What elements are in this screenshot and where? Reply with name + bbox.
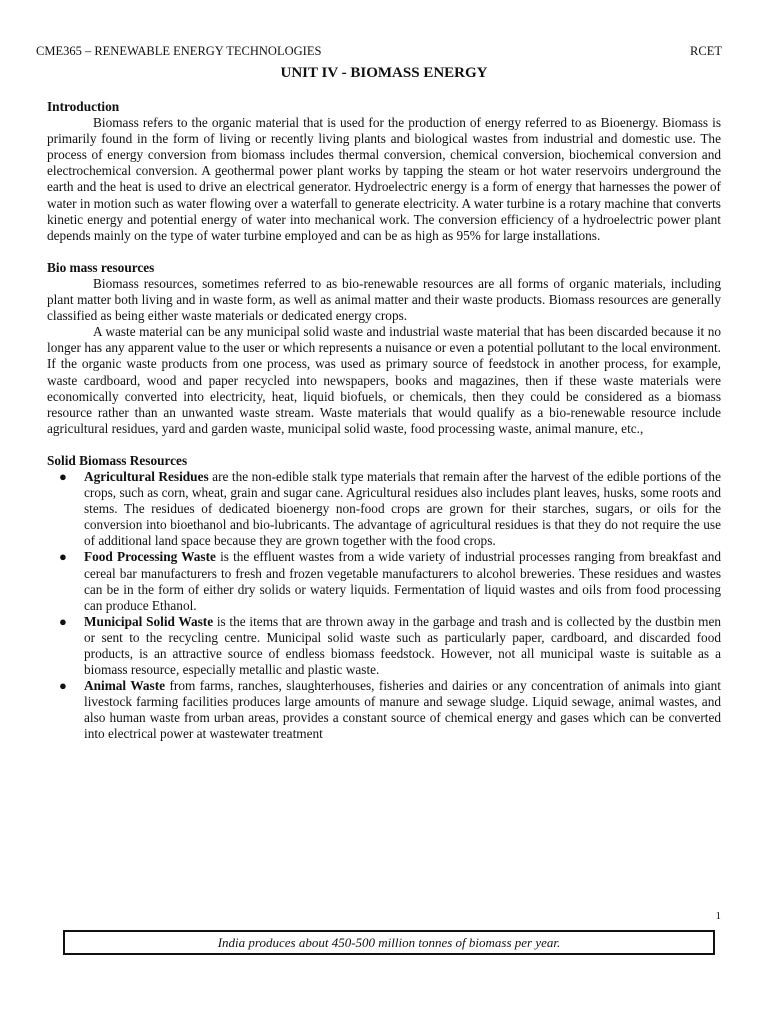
biomass-resources-heading: Bio mass resources [47, 259, 155, 275]
introduction-paragraph: Biomass refers to the organic material that is used for the production of energy referred to as Bioenergy. Biomass is primarily found in the form of living or recently living plants and biological wastes from industrial and domestic use. The process of energy conversion from biomass includes thermal conversion, chemical conversion, biochemical conversion and electrochemical conversion. A geothermal power plant works by tapping the steam or hot water reservoirs underground the earth and the heat is used to drive an electrical generator. Hydroelectric energy is a form of energy that harnesses the power of water in motion such as water flowing over a waterfall to generate electricity. A water turbine is a rotary machine that converts kinetic energy and potential energy of water into mechanical work. The conversion efficiency of a hydroelectric power plant depends mainly on the type of water turbine employed and can be as high as 95% for large installations. [47, 115, 721, 243]
biomass-resources-paragraph-1: Biomass resources, sometimes referred to as bio-renewable resources are all forms of organic materials, including plant matter both living and in waste form, as well as animal matter and their waste products. Biomass resources are generally classified as being either waste materials or dedicated energy crops. [47, 275, 721, 324]
solid-biomass-list [47, 469, 721, 743]
course-title: CME365 – RENEWABLE ENERGY TECHNOLOGIES [36, 44, 322, 58]
footer-note: India produces about 450-500 million tonnes of biomass per year. [217, 934, 561, 950]
introduction-heading: Introduction [47, 99, 120, 114]
page-header [36, 44, 722, 58]
list-item-food-processing-waste [47, 549, 721, 613]
list-item-term: Agricultural Residues [84, 468, 209, 484]
list-item-term: Animal Waste [84, 678, 166, 694]
solid-biomass-heading: Solid Biomass Resources [47, 452, 188, 468]
document-body [47, 99, 721, 743]
list-item-term: Municipal Solid Waste [84, 613, 214, 629]
list-item-text: are the non-edible stalk type materials that remain after the harvest of the edible portions of the crops, such as corn, wheat, grain and sugar cane. Agricultural residues also includes plant leaves, husks, some roots and stems. The residues of dedicated bioenergy non-food crops are grown for their starches, sugars, or oils for the conversion into bioethanol and bio-lubricants. The advantage of agricultural residues is that they do not require the use of additional land space because they are grown together with the food crops. [84, 468, 721, 549]
unit-title: UNIT IV - BIOMASS ENERGY [280, 65, 488, 81]
bullet-icon: ● [59, 613, 67, 629]
footer-note-box [63, 930, 715, 955]
list-item-municipal-solid-waste [47, 614, 721, 678]
list-item-text: is the items that are thrown away in the garbage and trash and is collected by the dustbin men or sent to the recycling centre. Municipal solid waste such as particularly paper, cardboard, and discarded food products, is an attractive source of endless biomass feedstock. However, not all municipal waste is suitable as a biomass resource, especially metallic and plastic waste. [84, 613, 721, 678]
list-item-term: Food Processing Waste [84, 549, 216, 565]
list-item-text: is the effluent wastes from a wide variety of industrial processes ranging from breakfast and cereal bar manufacturers to fresh and frozen vegetable manufacturers to alcohol breweries. These residues and wastes can be in the form of either dry solids or watery liquids. Fermentation of liquid wastes and oils from food processing can produce Ethanol. [84, 549, 721, 613]
bullet-icon: ● [59, 468, 67, 484]
solid-biomass-section [47, 453, 721, 743]
introduction-section [47, 99, 721, 244]
biomass-resources-section [47, 260, 721, 437]
bullet-icon: ● [59, 549, 67, 565]
list-item-animal-waste [47, 678, 721, 742]
list-item-agricultural-residues [47, 469, 721, 549]
bullet-icon: ● [59, 678, 67, 694]
page-number: 1 [715, 910, 721, 922]
biomass-resources-paragraph-2: A waste material can be any municipal solid waste and industrial waste material that has been discarded because it no longer has any apparent value to the user or which represents a nuisance or even a potential pollutant to the local environment. If the organic waste products from one process, was used as primary source of feedstock in another process, for example, waste cardboard, wood and paper recycled into newspapers, books and magazines, then if these waste materials were economically converted into electricity, heat, liquid biofuels, or chemicals, then they could be considered as a biomass resource rather than an unwanted waste stream. Waste materials that would qualify as a bio-renewable resource include agricultural residues, yard and garden waste, municipal solid waste, food processing waste, animal manure, etc., [47, 324, 721, 436]
institution-name: RCET [690, 44, 722, 58]
list-item-text: from farms, ranches, slaughterhouses, fisheries and dairies or any concentration of animals into giant livestock farming facilities produces large amounts of manure and sewage sludge. Liquid sewage, animal wastes, and also human waste from urban areas, provides a constant source of chemical energy and gases which can be converted into electrical power at wastewater treatment [84, 678, 721, 742]
